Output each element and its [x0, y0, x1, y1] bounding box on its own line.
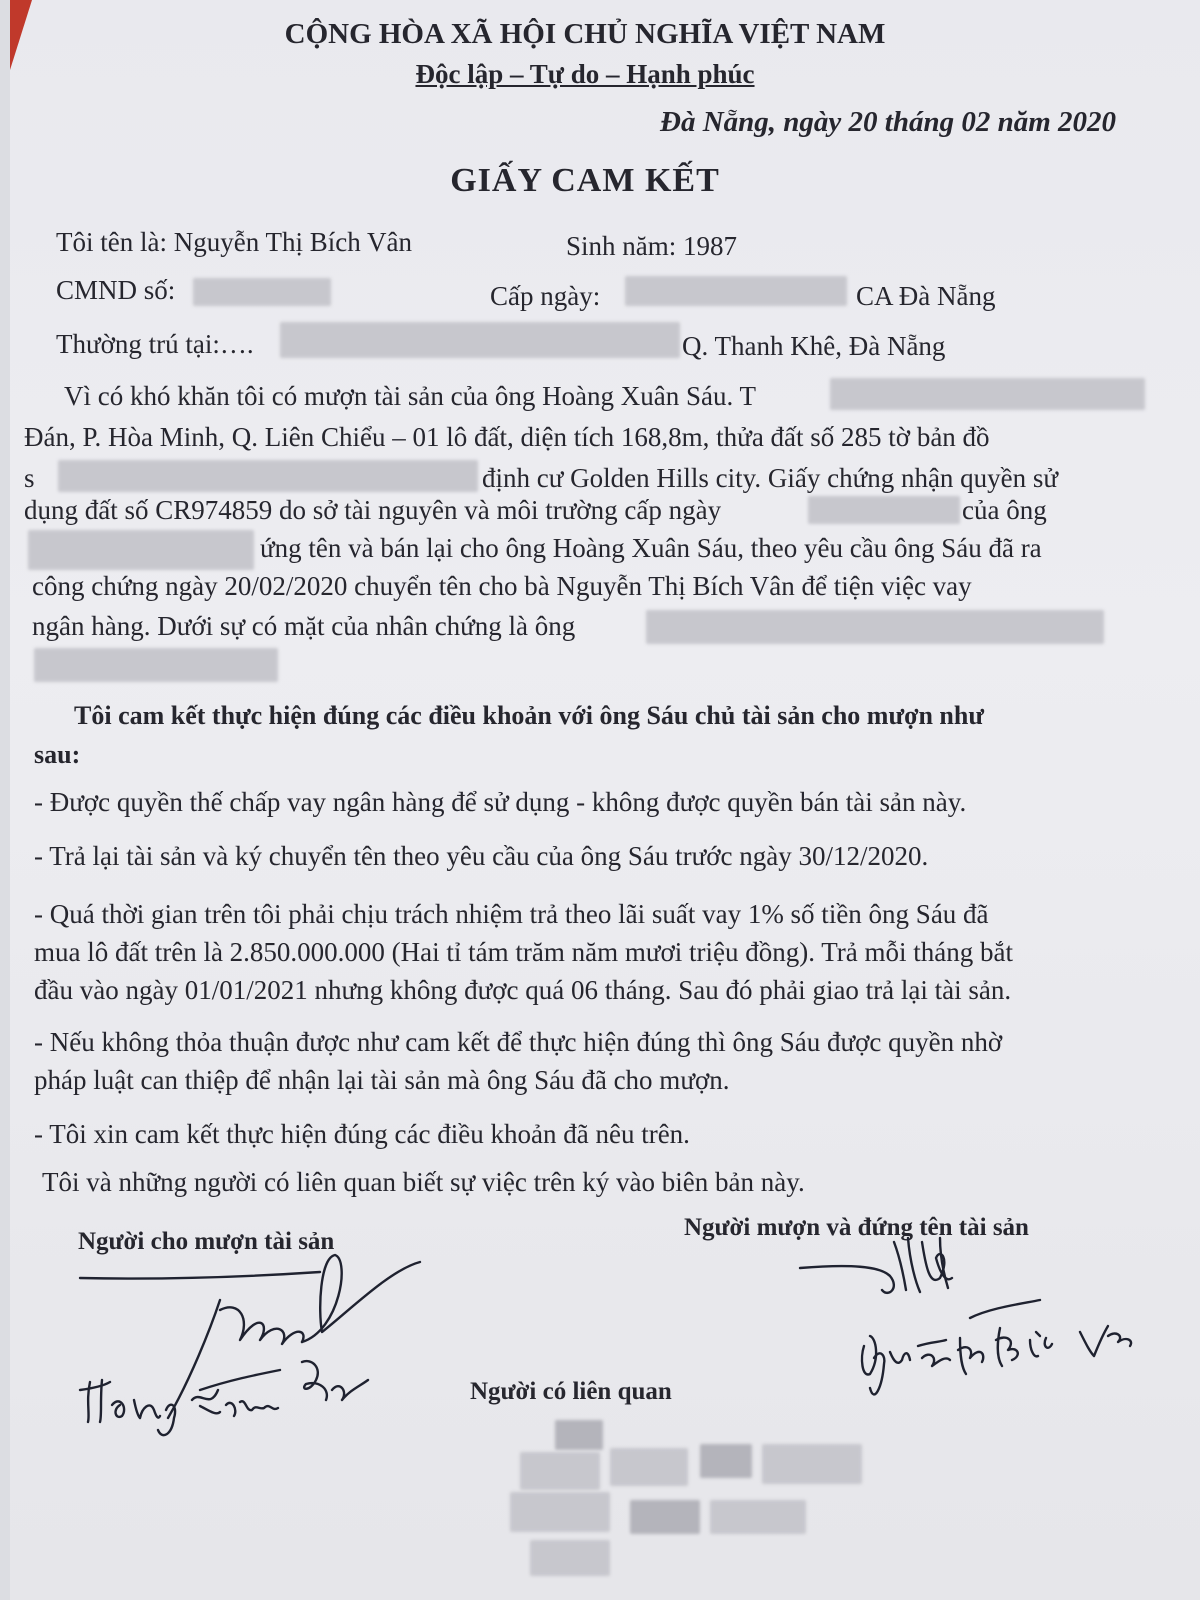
clause-1: - Được quyền thế chấp vay ngân hàng để sử dụng - không được quyền bán tài sản này. — [34, 787, 967, 817]
clause-3-line-3: đầu vào ngày 01/01/2021 nhưng không được quá 06 tháng. Sau đó phải giao trả lại tài sản. — [34, 975, 1012, 1005]
redacted-signature — [530, 1540, 610, 1576]
redacted-address — [280, 322, 680, 358]
body-line-3b: định cư Golden Hills city. Giấy chứng nhận quyền sử — [482, 463, 1059, 493]
clause-5: - Tôi xin cam kết thực hiện đúng các điều khoản đã nêu trên. — [34, 1119, 690, 1149]
borrower-signature — [790, 1228, 1190, 1418]
id-label: CMND số: — [56, 275, 176, 305]
redacted-text — [34, 648, 278, 682]
closing-statement: Tôi và những người có liên quan biết sự việc trên ký vào biên bản này. — [42, 1167, 805, 1197]
clause-3-line-1: - Quá thời gian trên tôi phải chịu trách nhiệm trả theo lãi suất vay 1% số tiền ông Sáu đã — [34, 899, 989, 929]
redacted-name — [28, 530, 254, 570]
redacted-signature — [710, 1500, 806, 1534]
redacted-text — [58, 460, 478, 492]
redacted-signature — [610, 1448, 688, 1486]
country-heading: CỘNG HÒA XÃ HỘI CHỦ NGHĨA VIỆT NAM — [284, 18, 886, 50]
redacted-signature — [700, 1444, 752, 1478]
issue-date-label: Cấp ngày: — [490, 281, 601, 311]
redacted-signature — [520, 1452, 600, 1490]
redacted-date — [808, 496, 960, 524]
body-line-2: Đán, P. Hòa Minh, Q. Liên Chiểu – 01 lô đất, diện tích 168,8m, thửa đất số 285 tờ bản đồ — [24, 422, 990, 452]
redacted-signature — [510, 1492, 610, 1532]
redacted-issue-date — [625, 276, 847, 306]
redacted-id-number — [193, 278, 331, 306]
body-line-4b: của ông — [962, 495, 1047, 525]
residence-label: Thường trú tại:…. — [56, 329, 254, 359]
body-line-5: ứng tên và bán lại cho ông Hoàng Xuân Sáu, theo yêu cầu ông Sáu đã ra — [260, 533, 1042, 563]
issuer: CA Đà Nẵng — [856, 281, 996, 311]
clause-4-line-1: - Nếu không thỏa thuận được như cam kết để thực hiện đúng thì ông Sáu được quyền nhờ — [34, 1027, 1003, 1057]
redacted-text — [830, 378, 1145, 410]
body-line-6: công chứng ngày 20/02/2020 chuyển tên cho bà Nguyễn Thị Bích Vân để tiện việc vay — [32, 571, 972, 601]
body-line-4a: dụng đất số CR974859 do sở tài nguyên và môi trường cấp ngày — [24, 495, 722, 525]
clause-4-line-2: pháp luật can thiệp để nhận lại tài sản mà ông Sáu đã cho mượn. — [34, 1065, 730, 1095]
birth-year: Sinh năm: 1987 — [566, 231, 738, 261]
lender-signature — [50, 1240, 470, 1450]
body-line-1: Vì có khó khăn tôi có mượn tài sản của ông Hoàng Xuân Sáu. T — [64, 381, 757, 411]
motto: Độc lập – Tự do – Hạnh phúc — [415, 59, 755, 89]
commit-line-2: sau: — [34, 740, 81, 769]
document-page — [10, 0, 1200, 1600]
clause-3-line-2: mua lô đất trên là 2.850.000.000 (Hai tỉ tám trăm năm mươi triệu đồng). Trả mỗi tháng bắt — [34, 937, 1014, 967]
clause-2: - Trả lại tài sản và ký chuyển tên theo yêu cầu của ông Sáu trước ngày 30/12/2020. — [34, 841, 929, 871]
commit-line-1: Tôi cam kết thực hiện đúng các điều khoản với ông Sáu chủ tài sản cho mượn như — [74, 701, 984, 730]
residence-tail: Q. Thanh Khê, Đà Nẵng — [682, 331, 946, 361]
redacted-signature — [762, 1444, 862, 1484]
redacted-signature — [630, 1500, 700, 1534]
redacted-witness — [646, 610, 1104, 644]
document-title: GIẤY CAM KẾT — [450, 162, 720, 199]
place-date: Đà Nẵng, ngày 20 tháng 02 năm 2020 — [660, 106, 1117, 138]
borrower-title: Người mượn và đứng tên tài sản — [684, 1214, 1029, 1241]
related-party-title: Người có liên quan — [470, 1378, 672, 1405]
redacted-signature — [555, 1420, 603, 1450]
lender-title: Người cho mượn tài sản — [78, 1228, 335, 1255]
body-line-3a: s — [24, 463, 35, 493]
name-line: Tôi tên là: Nguyễn Thị Bích Vân — [56, 227, 412, 257]
body-line-7: ngân hàng. Dưới sự có mặt của nhân chứng là ông — [32, 611, 576, 641]
